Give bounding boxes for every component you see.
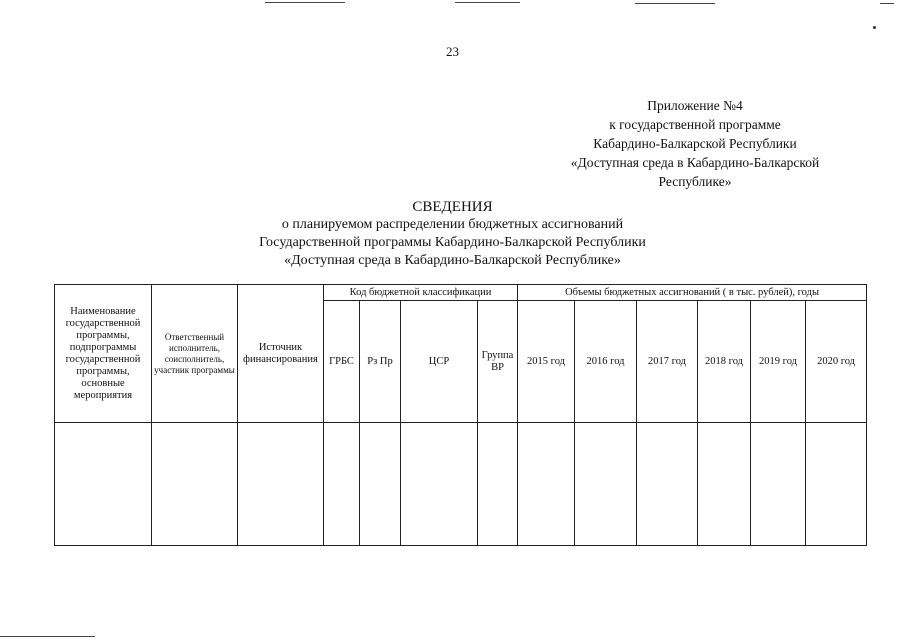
- header-budget-code-group: Код бюджетной классификации: [324, 285, 518, 301]
- appendix-line-4: «Доступная среда в Кабардино-Балкарской: [570, 155, 820, 170]
- table-row: [55, 423, 867, 546]
- table-cell: [55, 423, 152, 546]
- appendix-note: [540, 96, 850, 191]
- header-rz-pr: Рз Пр: [360, 301, 401, 423]
- header-year-2018: 2018 год: [698, 301, 751, 423]
- table-cell: [751, 423, 806, 546]
- heading-line-2: Государственной программы Кабардино-Балкарской Республики: [259, 235, 646, 250]
- scan-mark-top-1: [265, 2, 345, 3]
- scan-mark-top-4: [880, 3, 894, 4]
- page-number: 23: [446, 44, 459, 59]
- header-source: Источник финансирования: [238, 285, 324, 423]
- appendix-line-2: к государственной программе: [609, 117, 781, 132]
- table-cell: [360, 423, 401, 546]
- budget-table: [54, 284, 867, 546]
- document-heading: [150, 198, 755, 270]
- appendix-line-3: Кабардино-Балкарской Республики: [593, 136, 797, 151]
- heading-line-3: «Доступная среда в Кабардино-Балкарской Республике»: [284, 253, 621, 268]
- table-cell: [152, 423, 238, 546]
- heading-line-1: о планируемом распределении бюджетных ассигнований: [281, 217, 624, 232]
- appendix-line-5: Республике»: [658, 174, 732, 189]
- table-cell: [698, 423, 751, 546]
- table-cell: [238, 423, 324, 546]
- table-cell: [575, 423, 637, 546]
- table-cell: [478, 423, 518, 546]
- header-year-2015: 2015 год: [518, 301, 575, 423]
- scan-dot: [873, 26, 876, 29]
- scan-mark-top-2: [455, 2, 520, 3]
- table-cell: [637, 423, 698, 546]
- header-vr-group: Группа ВР: [478, 301, 518, 423]
- table-cell: [324, 423, 360, 546]
- header-executor: Ответственный исполнитель, соисполнитель, участник программы: [152, 285, 238, 423]
- header-year-2016: 2016 год: [575, 301, 637, 423]
- header-year-2019: 2019 год: [751, 301, 806, 423]
- table-cell: [518, 423, 575, 546]
- table-cell: [806, 423, 867, 546]
- header-program: Наименование государственной программы, подпрограммы государственной программы, основные мероприятия: [55, 285, 152, 423]
- document-title: СВЕДЕНИЯ: [412, 199, 493, 215]
- scan-mark-bottom: [0, 636, 95, 637]
- header-year-2017: 2017 год: [637, 301, 698, 423]
- appendix-line-1: Приложение №4: [647, 98, 743, 113]
- header-grbs: ГРБС: [324, 301, 360, 423]
- header-csr: ЦСР: [401, 301, 478, 423]
- table-cell: [401, 423, 478, 546]
- header-year-2020: 2020 год: [806, 301, 867, 423]
- header-volumes-group: Объемы бюджетных ассигнований ( в тыс. рублей), годы: [518, 285, 867, 301]
- scan-mark-top-3: [635, 3, 715, 4]
